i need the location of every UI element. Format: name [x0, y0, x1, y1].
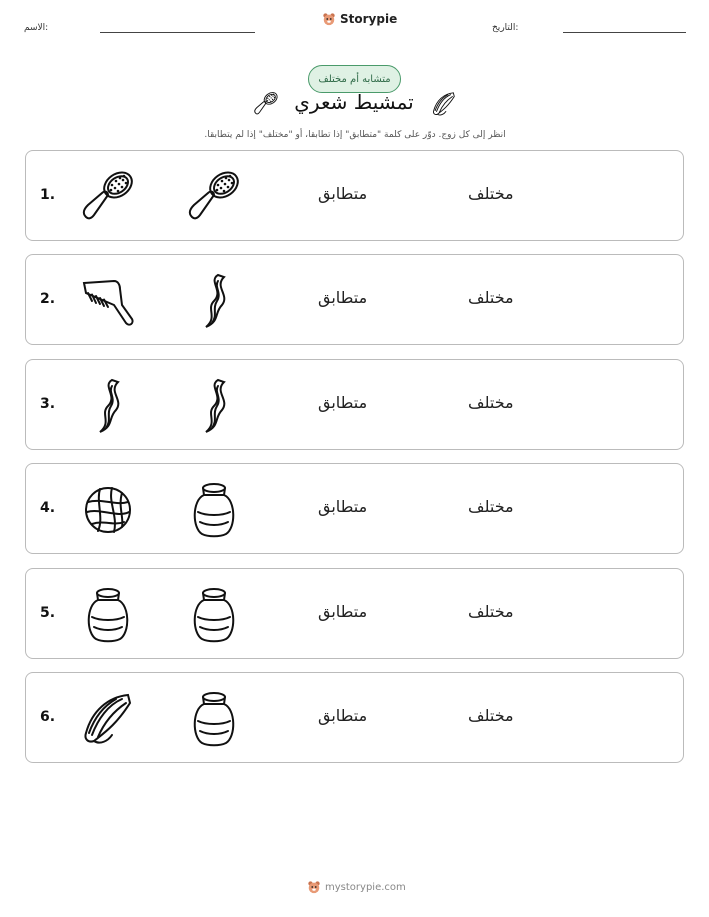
- same-option[interactable]: متطابق: [318, 497, 368, 516]
- jar-icon: [184, 480, 244, 540]
- question-row: [25, 463, 684, 554]
- name-line[interactable]: [100, 32, 255, 33]
- same-option[interactable]: متطابق: [318, 602, 368, 621]
- jar-icon: [78, 585, 138, 645]
- same-option[interactable]: متطابق: [318, 393, 368, 412]
- jar-icon: [184, 689, 244, 749]
- footer-site: mystorypie.com: [325, 881, 406, 893]
- yarn-ball-icon: [78, 480, 138, 540]
- hairbrush-icon: [184, 167, 244, 227]
- hair-strand-icon: [184, 271, 244, 331]
- hair-lock-icon: [430, 90, 458, 118]
- different-option[interactable]: مختلف: [468, 393, 514, 412]
- footer: [307, 880, 406, 894]
- date-label: التاريخ:: [492, 23, 519, 33]
- instructions: انظر إلى كل زوج. دوّر على كلمة "متطابق" إذا تطابقا، أو "مختلف" إذا لم يتطابقا.: [204, 130, 506, 140]
- different-option[interactable]: مختلف: [468, 706, 514, 725]
- page-title: تمشيط شعري: [294, 90, 414, 114]
- question-number: 3.: [40, 396, 56, 412]
- hair-lock-icon: [78, 689, 138, 749]
- question-number: 2.: [40, 291, 56, 307]
- different-option[interactable]: مختلف: [468, 184, 514, 203]
- bear-logo-icon: [307, 880, 321, 894]
- worksheet-badge: متشابه أم مختلف: [308, 65, 401, 93]
- same-option[interactable]: متطابق: [318, 184, 368, 203]
- bear-logo-icon: [322, 12, 336, 26]
- same-option[interactable]: متطابق: [318, 706, 368, 725]
- question-row: [25, 254, 684, 345]
- question-number: 5.: [40, 605, 56, 621]
- question-number: 1.: [40, 187, 56, 203]
- different-option[interactable]: مختلف: [468, 288, 514, 307]
- comb-icon: [78, 271, 138, 331]
- brand-name: Storypie: [340, 12, 398, 26]
- question-row: [25, 672, 684, 763]
- question-number: 4.: [40, 500, 56, 516]
- date-line[interactable]: [563, 32, 686, 33]
- question-row: [25, 359, 684, 450]
- same-option[interactable]: متطابق: [318, 288, 368, 307]
- hair-strand-icon: [78, 376, 138, 436]
- name-label: الاسم:: [24, 23, 49, 33]
- jar-icon: [184, 585, 244, 645]
- question-row: [25, 568, 684, 659]
- hairbrush-icon: [78, 167, 138, 227]
- question-row: [25, 150, 684, 241]
- hair-strand-icon: [184, 376, 244, 436]
- brand-logo: [322, 12, 397, 26]
- different-option[interactable]: مختلف: [468, 602, 514, 621]
- question-number: 6.: [40, 709, 56, 725]
- different-option[interactable]: مختلف: [468, 497, 514, 516]
